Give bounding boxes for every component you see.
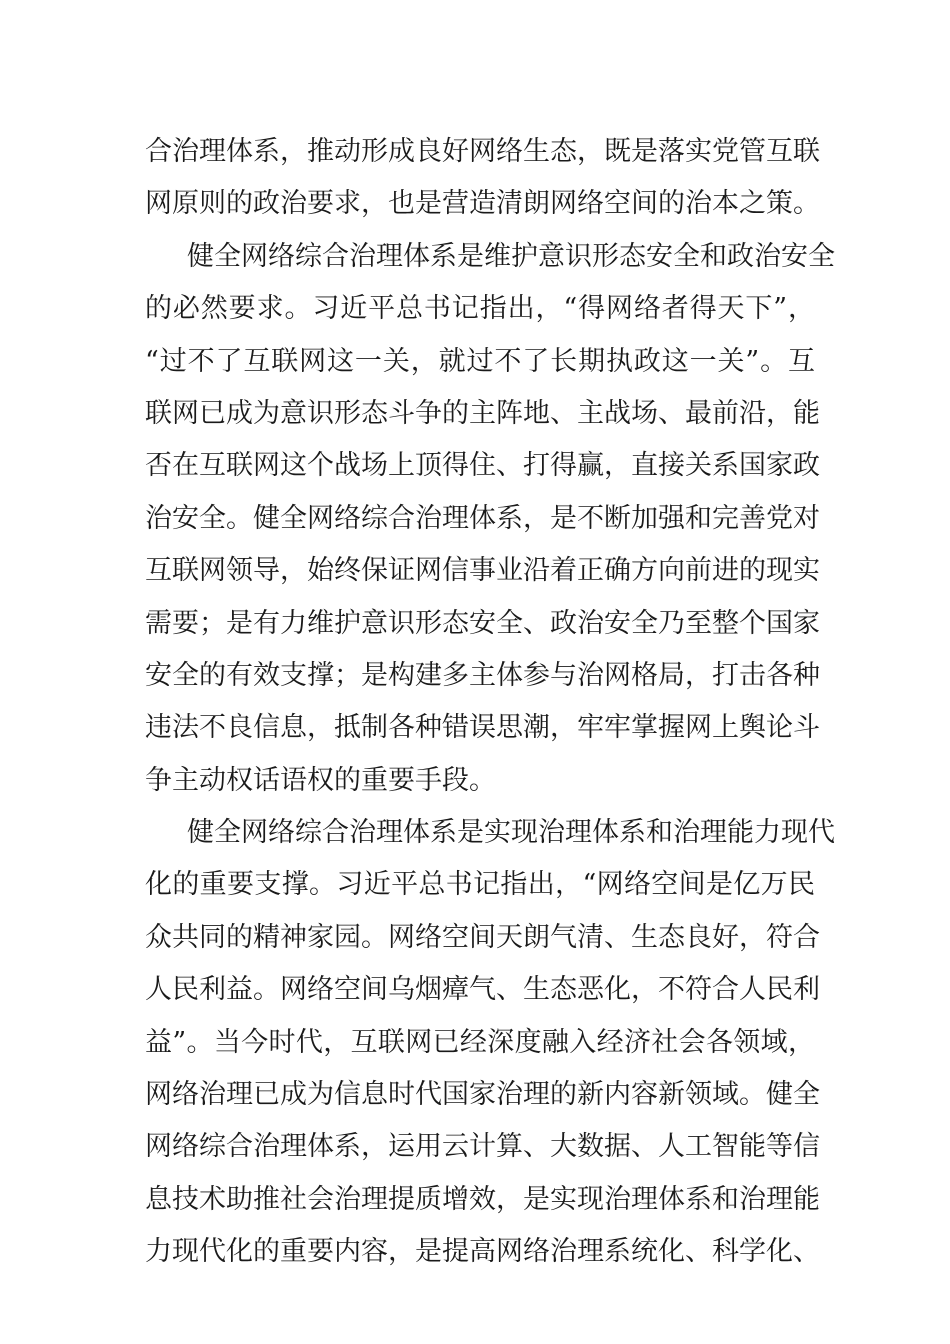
paragraph-2-line-6: 治安全。健全网络综合治理体系，是不断加强和完善党对 <box>145 502 820 534</box>
paragraph-3-line-3: 众共同的精神家园。网络空间天朗气清、生态良好，符合 <box>145 921 820 953</box>
paragraph-3-line-8: 息技术助推社会治理提质增效，是实现治理体系和治理能 <box>145 1183 820 1215</box>
paragraph-2-line-1: 健全网络综合治理体系是维护意识形态安全和政治安全 <box>187 240 835 272</box>
paragraph-2-line-4: 联网已成为意识形态斗争的主阵地、主战场、最前沿，能 <box>145 397 820 429</box>
paragraph-2-line-11: 争主动权话语权的重要手段。 <box>145 764 496 796</box>
paragraph-3-line-5: 益”。当今时代，互联网已经深度融入经济社会各领域， <box>145 1026 815 1058</box>
paragraph-2-line-8: 需要；是有力维护意识形态安全、政治安全乃至整个国家 <box>145 607 820 639</box>
paragraph-3-line-1: 健全网络综合治理体系是实现治理体系和治理能力现代 <box>187 817 835 849</box>
paragraph-3-line-6: 网络治理已成为信息时代国家治理的新内容新领域。健全 <box>145 1079 820 1111</box>
paragraph-3-line-7: 网络综合治理体系，运用云计算、大数据、人工智能等信 <box>145 1131 820 1163</box>
paragraph-1-line-2: 网原则的政治要求，也是营造清朗网络空间的治本之策。 <box>145 188 820 220</box>
paragraph-2-line-3: “过不了互联网这一关，就过不了长期执政这一关”。互 <box>145 345 815 377</box>
paragraph-2-line-2: 的必然要求。习近平总书记指出，“得网络者得天下”， <box>145 293 815 325</box>
body-text <box>145 126 835 1279</box>
paragraph-2-line-5: 否在互联网这个战场上顶得住、打得赢，直接关系国家政 <box>145 450 820 482</box>
paragraph-2-line-10: 违法不良信息，抵制各种错误思潮，牢牢掌握网上舆论斗 <box>145 712 820 744</box>
paragraph-3-line-9: 力现代化的重要内容，是提高网络治理系统化、科学化、 <box>145 1236 820 1268</box>
paragraph-2-line-9: 安全的有效支撑；是构建多主体参与治网格局，打击各种 <box>145 659 820 691</box>
paragraph-1-line-1: 合治理体系，推动形成良好网络生态，既是落实党管互联 <box>145 136 820 167</box>
paragraph-2-line-7: 互联网领导，始终保证网信事业沿着正确方向前进的现实 <box>145 555 820 587</box>
paragraph-3-line-2: 化的重要支撑。习近平总书记指出，“网络空间是亿万民 <box>145 869 815 901</box>
paragraph-3-line-4: 人民利益。网络空间乌烟瘴气、生态恶化，不符合人民利 <box>145 974 820 1006</box>
